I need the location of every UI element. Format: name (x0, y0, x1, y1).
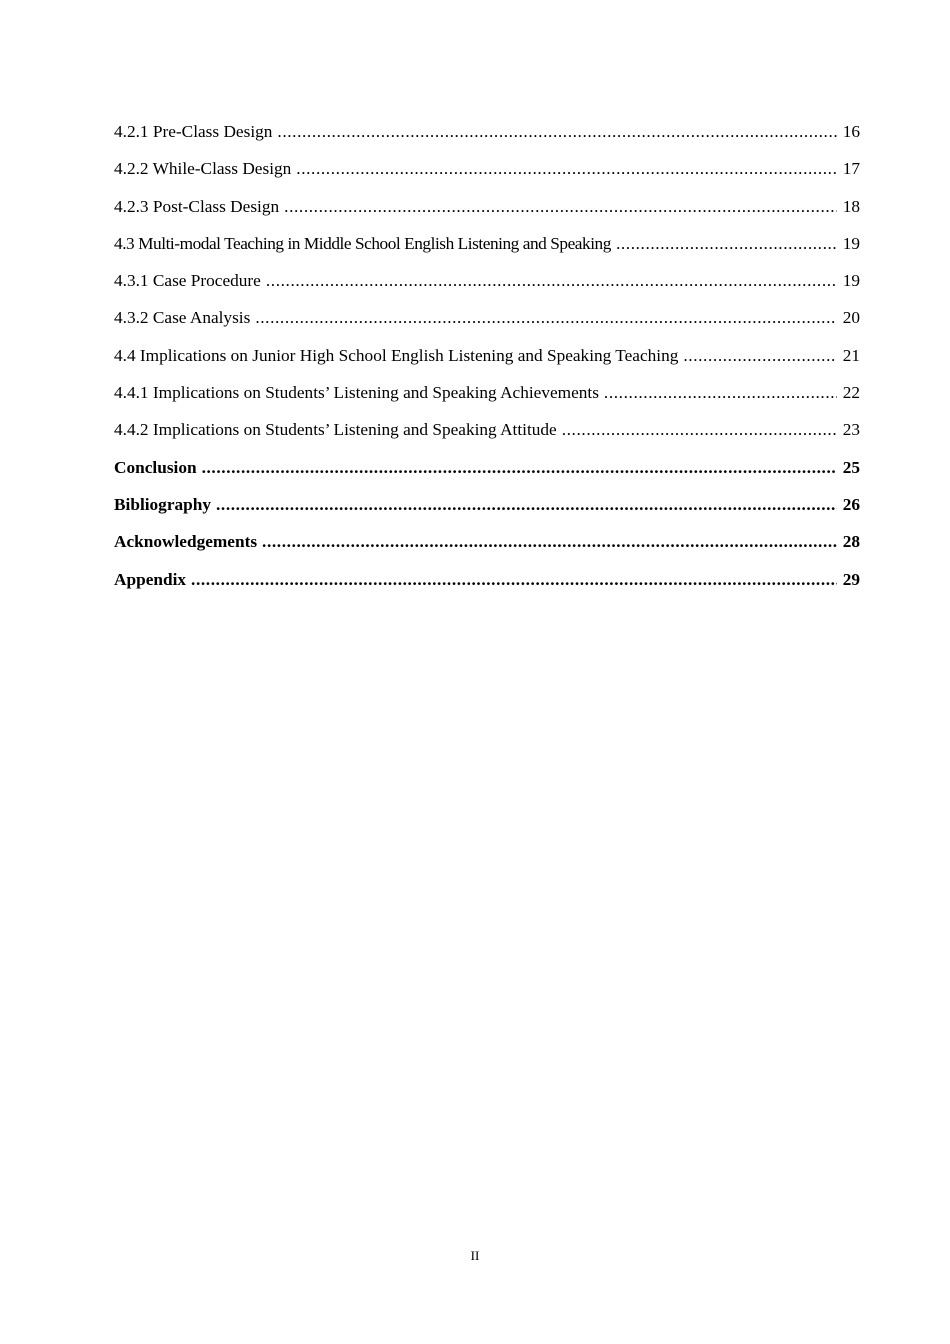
toc-entry-conclusion[interactable] (114, 455, 860, 492)
toc-entry-title: 4.3 Multi-modal Teaching in Middle School English Listening and Speaking (114, 233, 611, 253)
toc-entry-page: 16 (842, 122, 860, 141)
table-of-contents (114, 119, 860, 604)
toc-dot-leader (216, 492, 837, 518)
toc-dot-leader (191, 567, 837, 593)
toc-entry[interactable] (114, 119, 860, 156)
page-number-footer: II (470, 1248, 480, 1263)
toc-entry-page: 26 (842, 494, 860, 514)
toc-entry-page: 23 (842, 420, 860, 440)
toc-entry-page: 29 (842, 569, 860, 589)
toc-dot-leader (284, 194, 837, 220)
toc-dot-leader (616, 231, 837, 257)
toc-entry[interactable] (114, 156, 860, 193)
toc-entry[interactable] (114, 194, 860, 231)
toc-entry[interactable] (114, 305, 860, 342)
toc-entry-page: 22 (842, 383, 860, 403)
toc-entry-bibliography[interactable] (114, 492, 860, 529)
toc-entry-title: Acknowledgements (114, 532, 258, 552)
toc-entry-page: 19 (842, 233, 860, 253)
toc-entry-page: 17 (842, 159, 860, 179)
toc-dot-leader (266, 268, 837, 294)
toc-entry-title: Conclusion (114, 457, 197, 477)
toc-entry-title: 4.4.1 Implications on Students’ Listening and Speaking Achievements (114, 383, 599, 403)
toc-dot-leader (202, 455, 837, 481)
toc-entry-title: 4.2.3 Post-Class Design (114, 196, 280, 216)
toc-entry-page: 21 (842, 345, 860, 365)
toc-entry-page: 20 (842, 308, 860, 328)
toc-entry-title: Bibliography (114, 494, 211, 514)
toc-entry-page: 19 (842, 271, 860, 291)
toc-entry[interactable] (114, 268, 860, 305)
toc-dot-leader (604, 380, 837, 406)
toc-dot-leader (262, 529, 837, 555)
toc-entry[interactable] (114, 417, 860, 454)
toc-entry-title: 4.3.1 Case Procedure (114, 271, 261, 291)
toc-dot-leader (562, 417, 837, 443)
toc-dot-leader (683, 343, 837, 369)
toc-entry-title: 4.4.2 Implications on Students’ Listening and Speaking Attitude (114, 420, 557, 440)
toc-entry-page: 25 (842, 457, 860, 477)
toc-dot-leader (255, 305, 837, 331)
toc-dot-leader (296, 156, 837, 182)
toc-dot-leader (277, 119, 837, 145)
toc-entry-page: 18 (842, 196, 860, 216)
toc-entry-title: 4.2.1 Pre-Class Design (114, 122, 273, 141)
toc-entry[interactable] (114, 343, 860, 380)
toc-entry-appendix[interactable] (114, 567, 860, 604)
toc-entry-acknowledgements[interactable] (114, 529, 860, 566)
toc-entry-title: 4.2.2 While-Class Design (114, 159, 292, 179)
toc-entry-title: 4.3.2 Case Analysis (114, 308, 251, 328)
toc-entry-title: Appendix (114, 569, 187, 589)
toc-entry[interactable] (114, 380, 860, 417)
toc-entry-title: 4.4 Implications on Junior High School English Listening and Speaking Teaching (114, 345, 679, 365)
toc-entry-page: 28 (842, 532, 860, 552)
toc-entry[interactable] (114, 231, 860, 268)
